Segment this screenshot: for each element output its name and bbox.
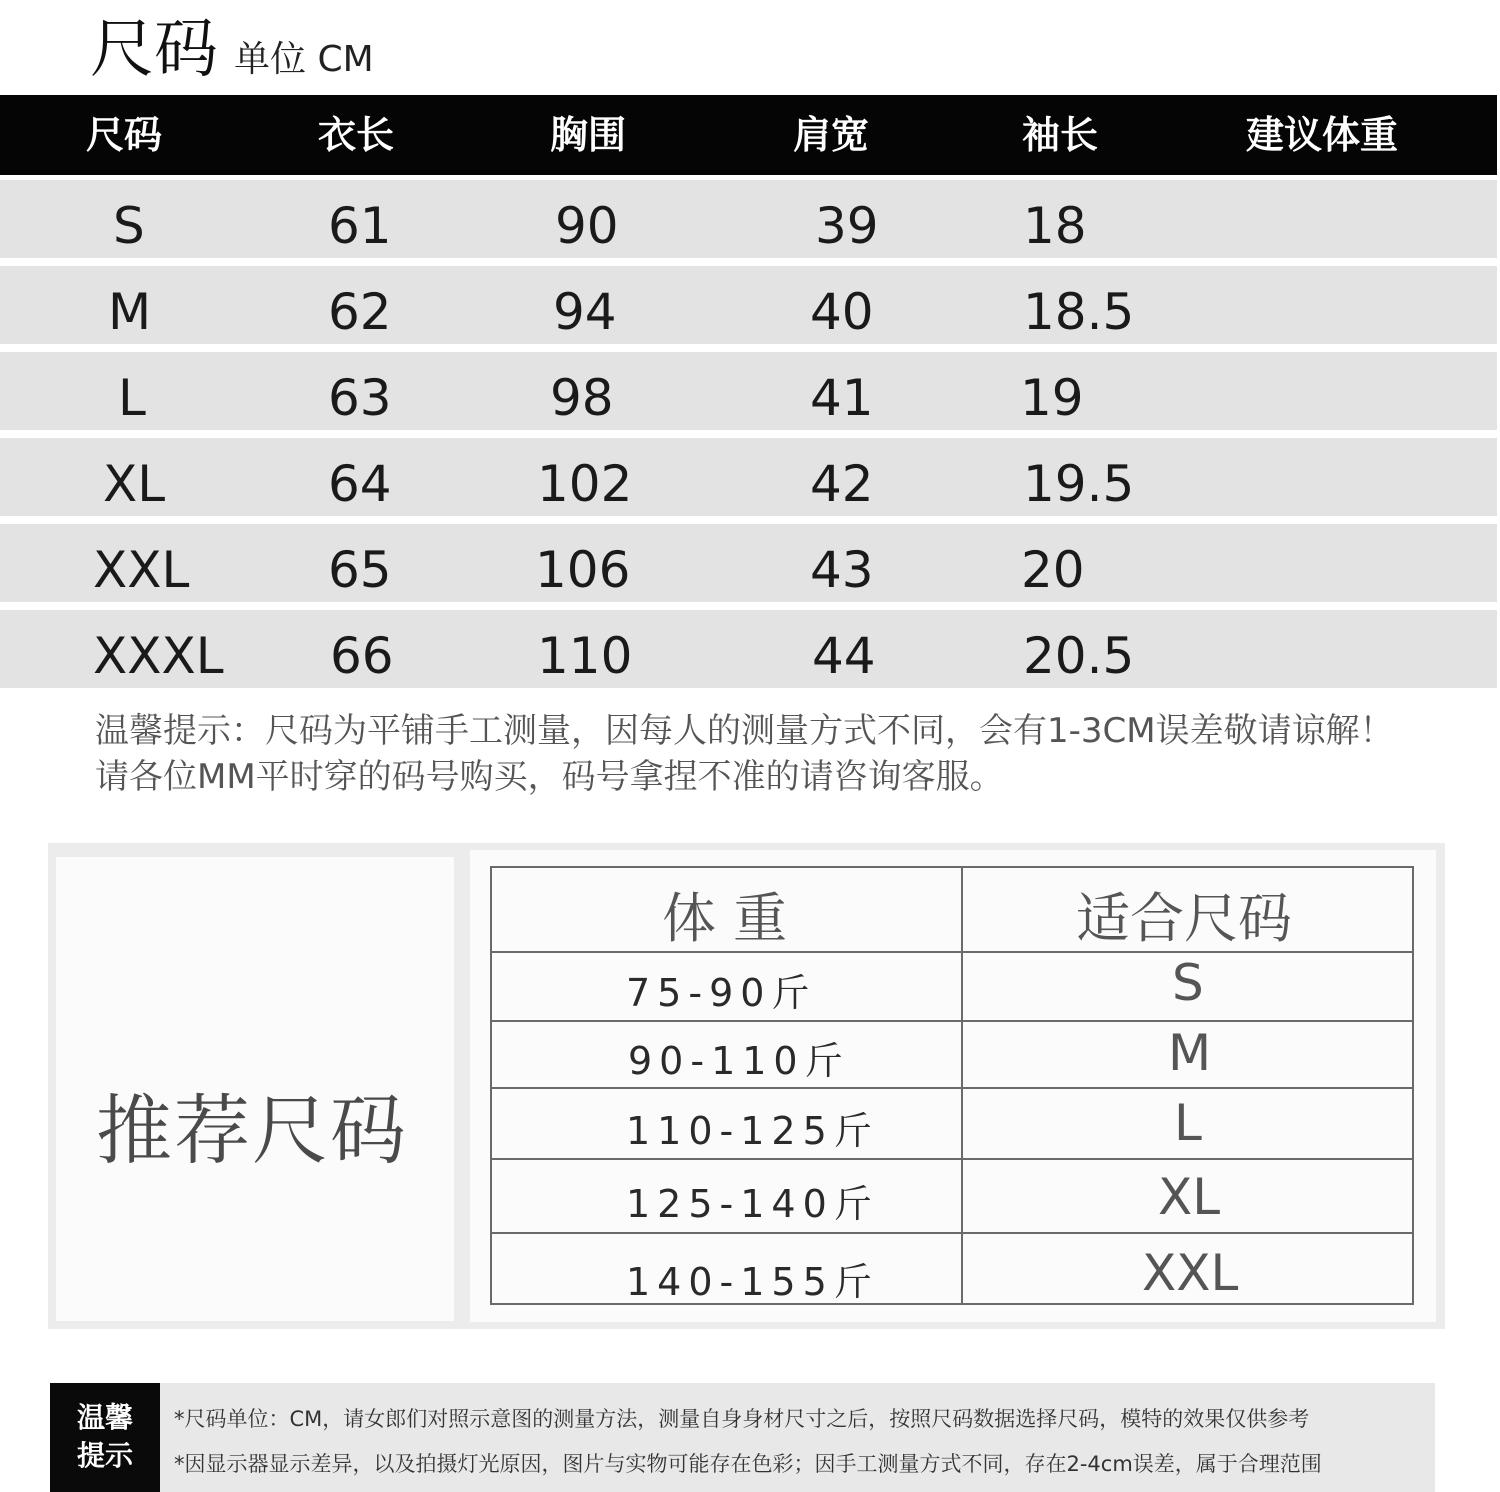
tip-line-1: *尺码单位：CM，请女郎们对照示意图的测量方法，测量自身身材尺寸之后，按照尺码数据选择尺码，模特的效果仅供参考 [174, 1407, 1310, 1431]
weight-range: 75-90斤 [626, 971, 817, 1015]
cell-bust: 110 [537, 627, 633, 685]
tips-label-line2: 提示 [76, 1439, 133, 1472]
cell-length: 62 [328, 283, 392, 341]
header-length: 衣长 [318, 113, 395, 157]
header-sleeve: 袖长 [1022, 113, 1099, 157]
row-divider [492, 1232, 1412, 1234]
table-row [0, 352, 1497, 430]
cell-shoulder: 39 [815, 197, 879, 255]
cell-length: 66 [330, 627, 394, 685]
cell-shoulder: 41 [810, 369, 874, 427]
header-size: 尺码 [86, 113, 163, 157]
cell-shoulder: 40 [810, 283, 874, 341]
weight-range: 90-110斤 [628, 1039, 850, 1083]
column-divider [961, 868, 963, 1303]
fit-size: S [1172, 954, 1204, 1012]
tips-label-line1: 温馨 [76, 1401, 133, 1434]
weight-size-table [490, 866, 1414, 1305]
tips-label-box [50, 1383, 160, 1492]
weight-header: 体 重 [662, 887, 788, 950]
table-row [0, 610, 1497, 688]
fit-size: XXL [1142, 1244, 1239, 1302]
cell-size: L [118, 369, 146, 427]
fit-size: M [1168, 1024, 1212, 1082]
recommend-label: 推荐尺码 [96, 1086, 408, 1175]
cell-size: XXL [93, 541, 190, 599]
cell-bust: 106 [535, 541, 631, 599]
cell-bust: 102 [537, 455, 633, 513]
cell-sleeve: 20.5 [1023, 627, 1135, 685]
cell-length: 64 [328, 455, 392, 513]
cell-sleeve: 18 [1023, 197, 1087, 255]
cell-length: 63 [328, 369, 392, 427]
tip-line-2: *因显示器显示差异，以及拍摄灯光原因，图片与实物可能存在色彩；因手工测量方式不同，存在2-4cm误差，属于合理范围 [174, 1452, 1322, 1476]
row-divider [492, 1087, 1412, 1089]
cell-shoulder: 42 [810, 455, 874, 513]
header-bust: 胸围 [550, 113, 627, 157]
table-row [0, 438, 1497, 516]
table-row [0, 266, 1497, 344]
cell-bust: 98 [550, 369, 614, 427]
fit-size: L [1174, 1094, 1202, 1152]
weight-range: 140-155斤 [626, 1260, 879, 1304]
cell-sleeve: 20 [1021, 541, 1085, 599]
row-divider [492, 1020, 1412, 1022]
table-row [0, 180, 1497, 258]
page-title [90, 12, 374, 88]
cell-size: XXXL [93, 627, 224, 685]
cell-shoulder: 44 [812, 627, 876, 685]
table-row [0, 524, 1497, 602]
cell-sleeve: 19 [1020, 369, 1084, 427]
row-divider [492, 1158, 1412, 1160]
cell-bust: 90 [555, 197, 619, 255]
cell-size: S [113, 197, 145, 255]
header-shoulder: 肩宽 [793, 113, 870, 157]
cell-size: XL [103, 455, 166, 513]
fit-size: XL [1158, 1168, 1221, 1226]
cell-sleeve: 18.5 [1023, 283, 1135, 341]
size-table-header [0, 95, 1497, 175]
cell-size: M [108, 283, 152, 341]
header-weight: 建议体重 [1246, 113, 1399, 157]
cell-bust: 94 [553, 283, 617, 341]
cell-sleeve: 19.5 [1023, 455, 1135, 513]
cell-shoulder: 43 [810, 541, 874, 599]
title-main: 尺码 [90, 13, 218, 87]
cell-length: 65 [328, 541, 392, 599]
title-unit: 单位 CM [234, 39, 374, 80]
measurement-note: 温馨提示：尺码为平铺手工测量，因每人的测量方式不同，会有1-3CM误差敬请谅解！请各位MM平时穿的码号购买，码号拿捏不准的请咨询客服。 [95, 711, 1394, 797]
fit-size-header: 适合尺码 [1076, 887, 1292, 950]
weight-range: 125-140斤 [626, 1182, 879, 1226]
cell-length: 61 [328, 197, 392, 255]
weight-range: 110-125斤 [626, 1109, 879, 1153]
